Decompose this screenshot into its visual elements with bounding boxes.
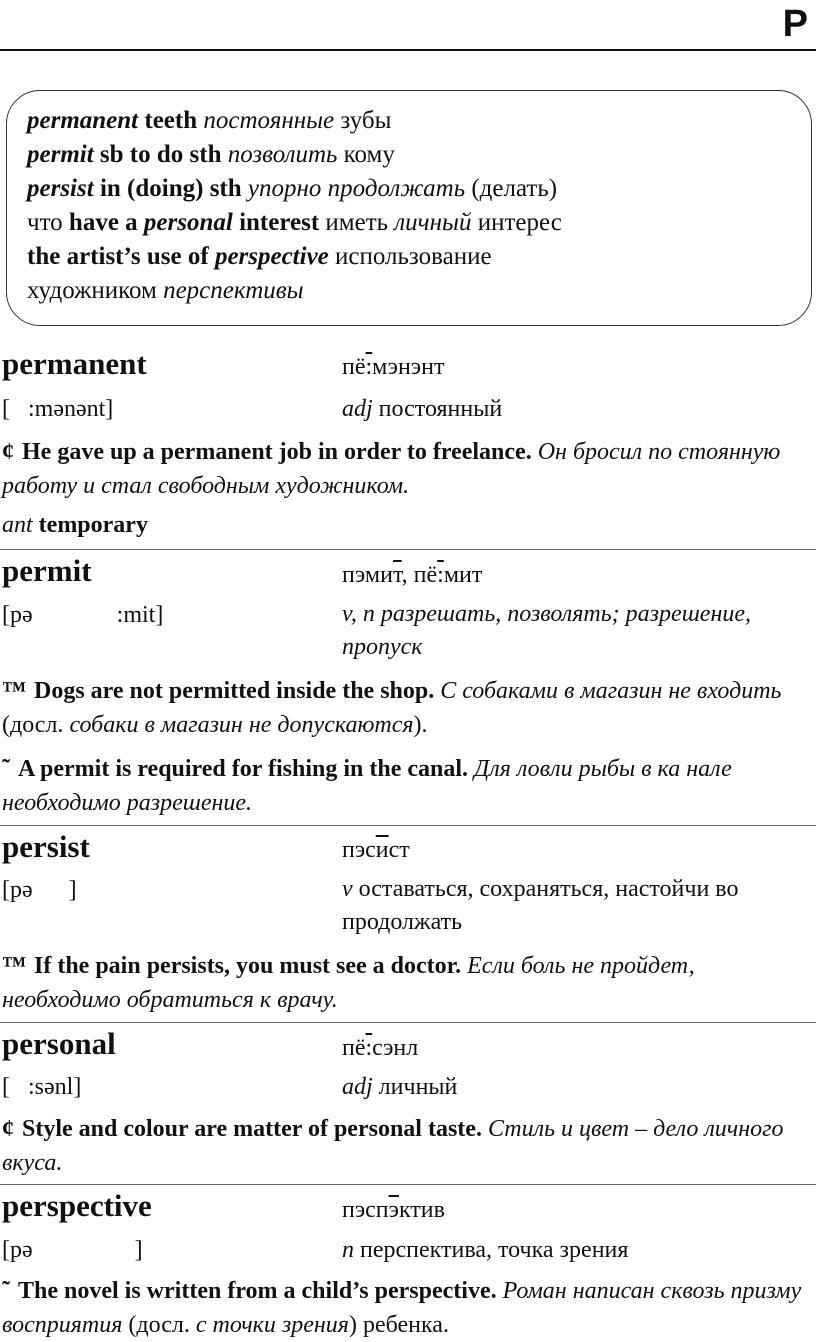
phrase-line: the artist’s use of perspective использование [27,243,492,270]
headword-permit: permit [2,553,92,588]
pronunciation: пё:сэнл [342,1035,419,1061]
bullet-icon: ˜ [2,756,10,782]
entry-divider [0,1022,816,1023]
headword-permanent: permanent [2,346,147,381]
header-rule [0,49,816,51]
headword-persist: persist [2,829,90,864]
definition: adj личный [342,1074,458,1100]
pronunciation: пё:мэнэнт [342,354,445,380]
phrase-box [6,90,812,326]
definition: v оставаться, сохраняться, настойчи во продолжать [342,876,739,935]
entry-divider [0,549,816,550]
transcription: [pə ] [2,1237,143,1263]
pronunciation: пэмит, пё:мит [342,562,483,588]
pronunciation: пэспэктив [342,1197,445,1223]
transcription: [ :sənl] [2,1074,82,1100]
bullet-icon: ˜ [2,1278,10,1304]
phrase-line: persist in (doing) sth упорно продолжать (делать) [27,175,558,202]
definition: n перспектива, точка зрения [342,1237,629,1263]
bullet-icon: ™ [2,953,26,979]
phrase-line: что have a personal interest иметь личный интерес [27,209,562,236]
transcription: [pə ] [2,877,77,903]
page-letter: P [782,3,808,45]
entry-divider [0,825,816,826]
pronunciation: пэсист [342,837,410,863]
definition: adj постоянный [342,396,503,422]
example: ¢ Style and colour are matter of personal taste. Стиль и цвет – дело личного вкуса. [2,1116,784,1176]
phrase-line: художником перспективы [27,277,304,304]
entry-divider [0,1184,816,1185]
antonym: ant temporary [2,512,148,538]
example: ¢ He gave up a permanent job in order to freelance. Он бросил по стоянную работу и стал свободным художником. [2,439,781,499]
headword-perspective: perspective [2,1188,152,1223]
phrase-line: permanent teeth постоянные зубы [27,107,392,134]
bullet-icon: ¢ [2,439,14,465]
example: ™ If the pain persists, you must see a doctor. Если боль не пройдет, необходимо обратиться к врачу. [2,953,695,1013]
bullet-icon: ™ [2,678,26,704]
example: ™ Dogs are not permitted inside the shop. С собаками в магазин не входить (досл. собаки в магазин не допускаются). [2,678,782,738]
bullet-icon: ¢ [2,1116,14,1142]
headword-personal: personal [2,1026,116,1061]
example: ˜ The novel is written from a child’s perspective. Роман написан сквозь призму восприятия (досл. с точки зрения) ребенка. [2,1278,802,1338]
definition: v, n разрешать, позволять; разрешение, пропуск [342,601,752,660]
example: ˜ A permit is required for fishing in the canal. Для ловли рыбы в ка нале необходимо разрешение. [2,756,732,816]
transcription: [pə :mit] [2,602,164,628]
transcription: [ :mənənt] [2,396,114,422]
phrase-line: permit sb to do sth позволить кому [27,141,395,168]
